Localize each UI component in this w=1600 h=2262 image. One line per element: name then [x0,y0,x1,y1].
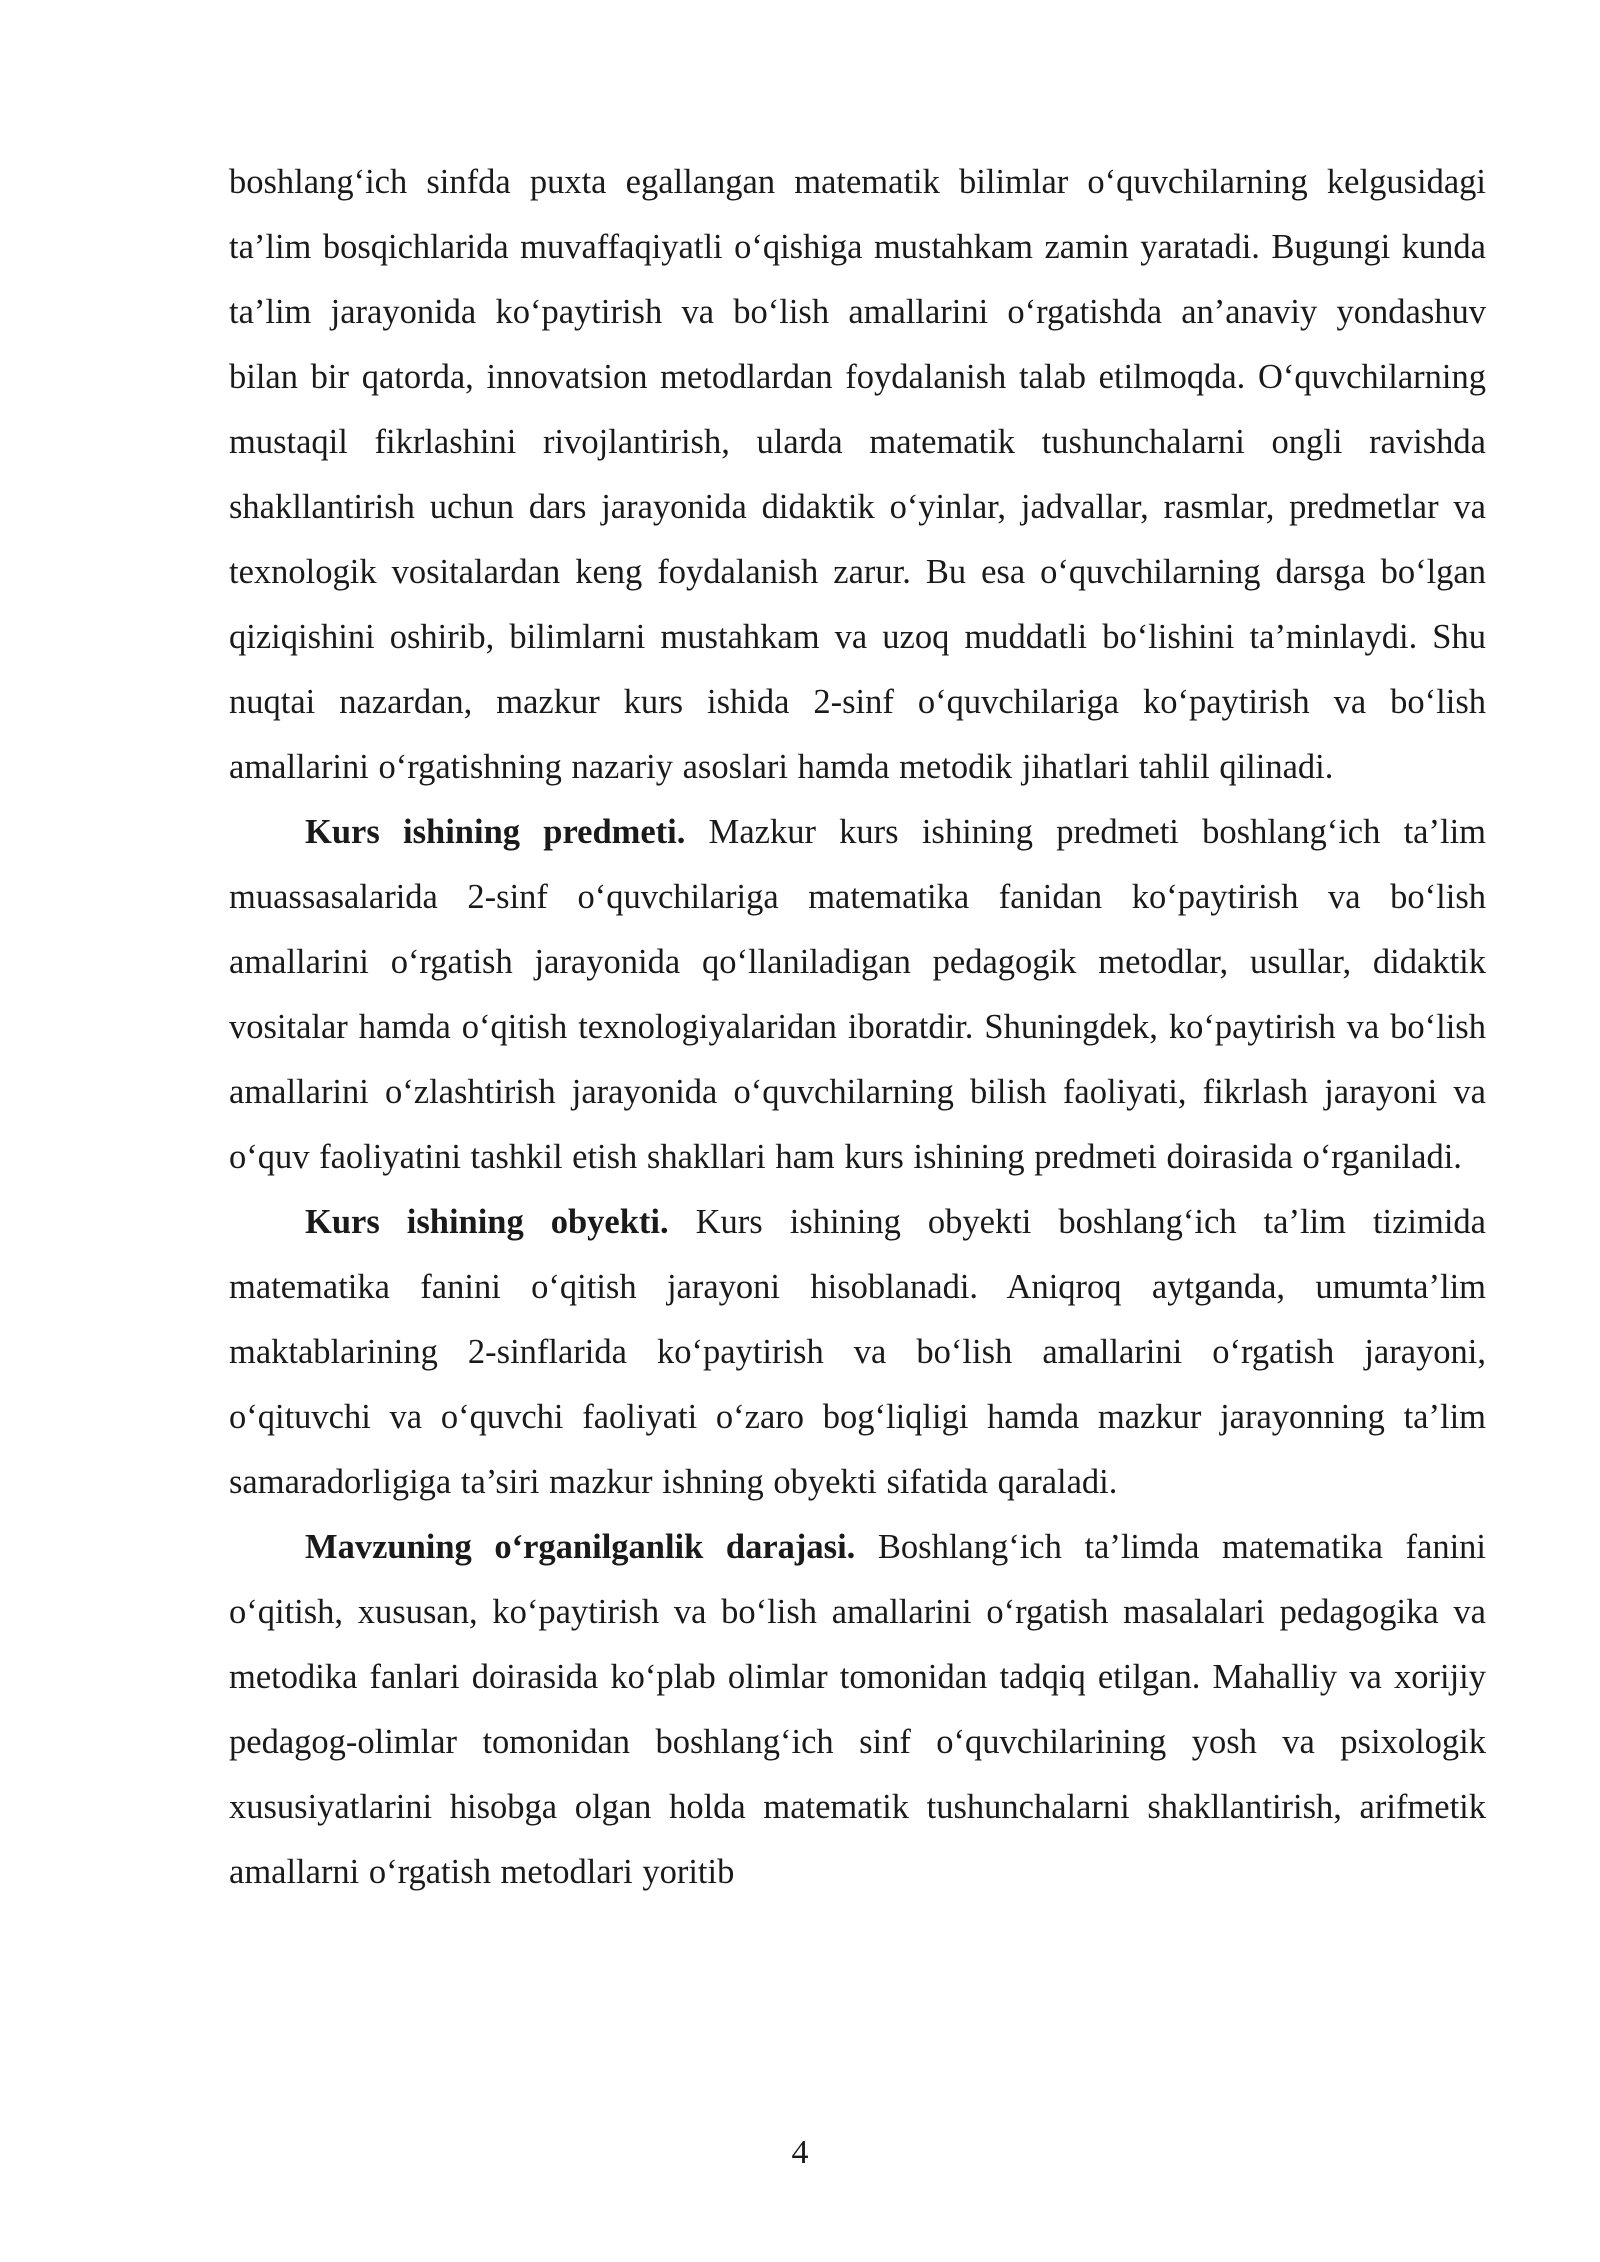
subject-text: Mazkur kurs ishining predmeti boshlang‘ich ta’lim muassasalarida 2-sinf o‘quvchilariga matematika fanidan ko‘paytirish va bo‘lish amallarini o‘rgatish jarayonida qo‘llaniladigan pedagogik metodlar, usullar, didaktik vositalar hamda o‘qitish texnologiyalaridan iboratdir. Shuningdek, ko‘paytirish va bo‘lish amallarini o‘zlashtirish jarayonida o‘quvchilarning bilish faoliyati, fikrlash jarayoni va o‘quv faoliyatini tashkil etish shakllari ham kurs ishining predmeti doirasida o‘rganiladi. [229,813,1486,1176]
study-level-heading: Mavzuning o‘rganilganlik darajasi. [305,1528,856,1566]
document-page [229,150,1486,1905]
paragraph-introduction: boshlang‘ich sinfda puxta egallangan matematik bilimlar o‘quvchilarning kelgusidagi ta’lim bosqichlarida muvaffaqiyatli o‘qishiga mustahkam zamin yaratadi. Bugungi kunda ta’lim jarayonida ko‘paytirish va bo‘lish amallarini o‘rgatishda an’anaviy yondashuv bilan bir qatorda, innovatsion metodlardan foydalanish talab etilmoqda. O‘quvchilarning mustaqil fikrlashini rivojlantirish, ularda matematik tushunchalarni ongli ravishda shakllantirish uchun dars jarayonida didaktik o‘yinlar, jadvallar, rasmlar, predmetlar va texnologik vositalardan keng foydalanish zarur. Bu esa o‘quvchilarning darsga bo‘lgan qiziqishini oshirib, bilimlarni mustahkam va uzoq muddatli bo‘lishini ta’minlaydi. Shu nuqtai nazardan, mazkur kurs ishida 2-sinf o‘quvchilariga ko‘paytirish va bo‘lish amallarini o‘rgatishning nazariy asoslari hamda metodik jihatlari tahlil qilinadi. [229,163,1486,786]
paragraph-object [229,1190,1486,1515]
subject-heading: Kurs ishining predmeti. [305,813,686,851]
object-text: Kurs ishining obyekti boshlang‘ich ta’lim tizimida matematika fanini o‘qitish jarayoni hisoblanadi. Aniqroq aytganda, umumta’lim maktablarining 2-sinflarida ko‘paytirish va bo‘lish amallarini o‘rgatish jarayoni, o‘qituvchi va o‘quvchi faoliyati o‘zaro bog‘liqligi hamda mazkur jarayonning ta’lim samaradorligiga ta’siri mazkur ishning obyekti sifatida qaraladi. [229,1203,1486,1501]
study-level-text: Boshlang‘ich ta’limda matematika fanini o‘qitish, xususan, ko‘paytirish va bo‘lish amallarini o‘rgatish masalalari pedagogika va metodika fanlari doirasida ko‘plab olimlar tomonidan tadqiq etilgan. Mahalliy va xorijiy pedagog-olimlar tomonidan boshlang‘ich sinf o‘quvchilarining yosh va psixologik xususiyatlarini hisobga olgan holda matematik tushunchalarni shakllantirish, arifmetik amallarni o‘rgatish metodlari yoritib [229,1528,1486,1891]
object-heading: Kurs ishining obyekti. [305,1203,669,1241]
page-number: 4 [791,2134,809,2171]
paragraph-subject [229,800,1486,1190]
paragraph-study-level [229,1515,1486,1905]
